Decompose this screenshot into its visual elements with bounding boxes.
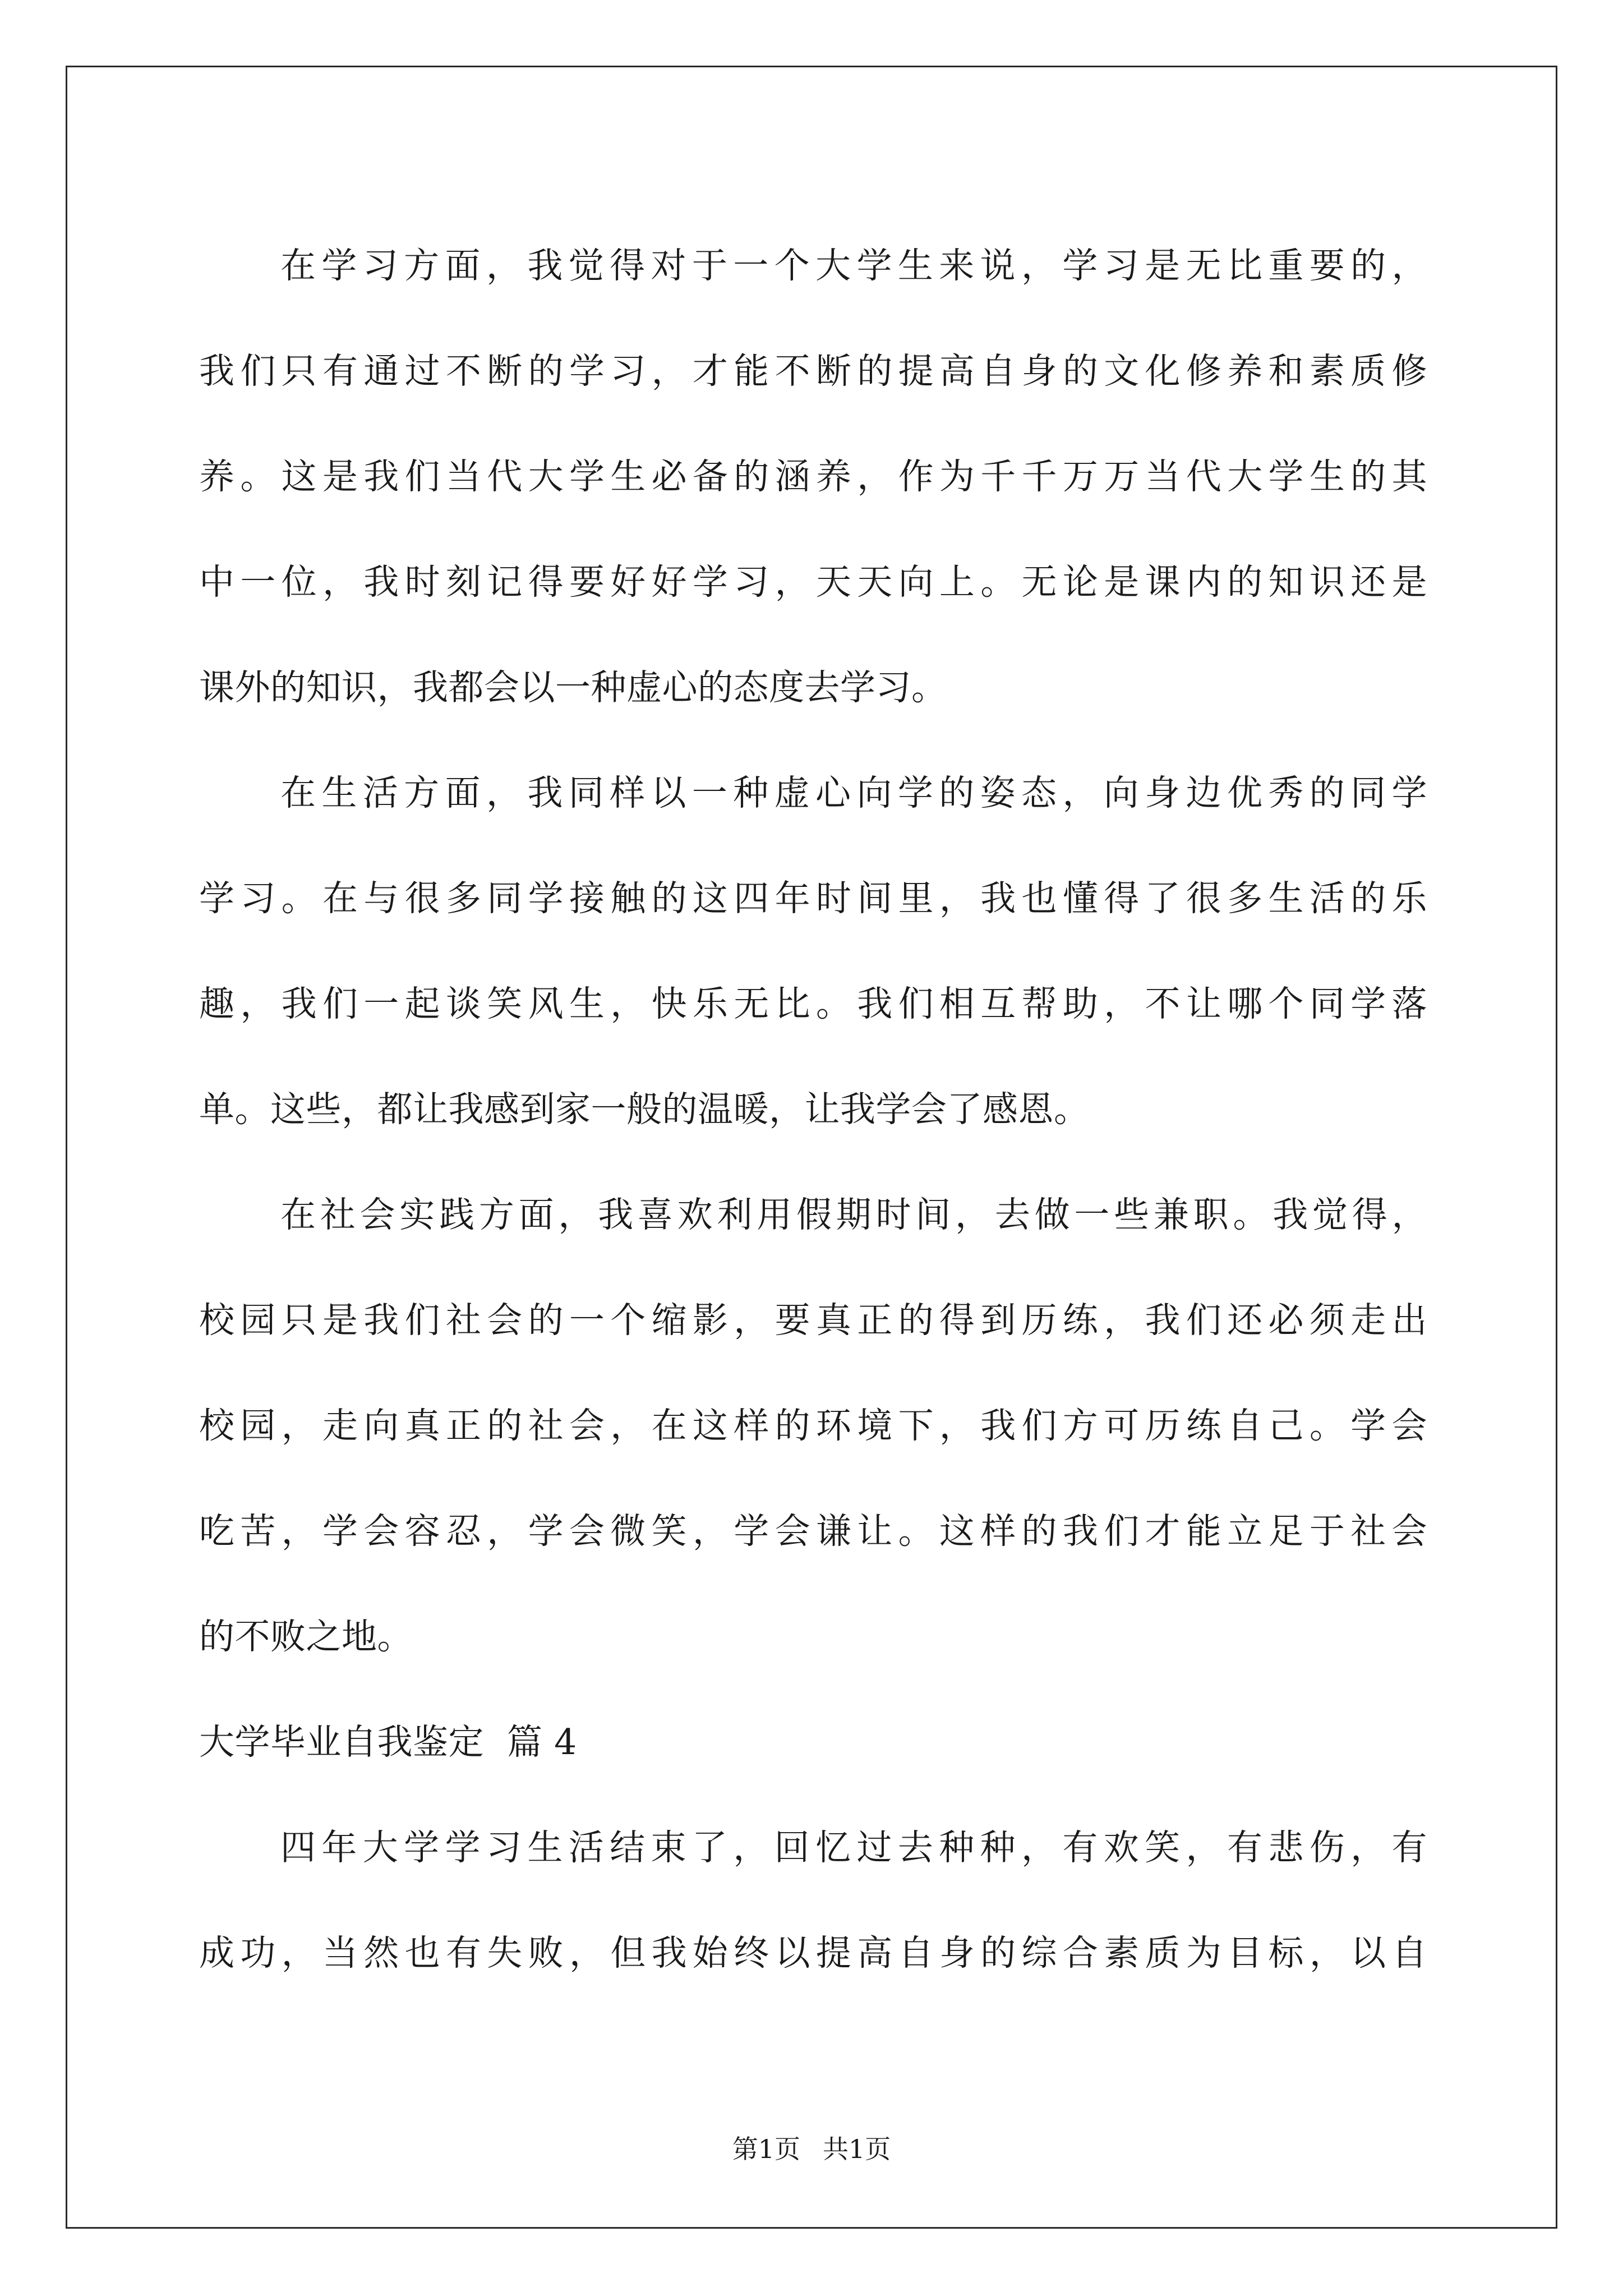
text-line: 成功，当然也有失败，但我始终以提高自身的综合素质为目标，以自 [199,1932,1427,1973]
text-line: 趣，我们一起谈笑风生，快乐无比。我们相互帮助，不让哪个同学落 [199,983,1427,1024]
text-line: 吃苦，学会容忍，学会微笑，学会谦让。这样的我们才能立足于社会 [199,1511,1427,1552]
section-heading: 大学毕业自我鉴定 篇 4 [199,1722,577,1763]
page-number: 第1页 [732,2134,800,2164]
text-line: 校园，走向真正的社会，在这样的环境下，我们方可历练自己。学会 [199,1405,1427,1446]
text-line: 课外的知识，我都会以一种虚心的态度去学习。 [199,667,947,708]
text-line: 学习。在与很多同学接触的这四年时间里，我也懂得了很多生活的乐 [199,878,1427,919]
text-line: 我们只有通过不断的学习，才能不断的提高自身的文化修养和素质修 [199,351,1427,392]
paragraph-life [199,740,1427,1162]
text-line: 养。这是我们当代大学生必备的涵养，作为千千万万当代大学生的其 [199,456,1427,497]
paragraph-study [199,213,1427,740]
text-line: 中一位，我时刻记得要好好学习，天天向上。无论是课内的知识还是 [199,562,1427,602]
document-body [199,213,1427,2006]
page-footer [0,2129,1623,2166]
text-line: 在学习方面，我觉得对于一个大学生来说，学习是无比重要的， [280,245,1427,286]
text-line: 在生活方面，我同样以一种虚心向学的姿态，向身边优秀的同学 [280,772,1427,813]
paragraph-summary [199,1795,1427,2006]
text-line: 的不败之地。 [199,1616,413,1657]
text-line: 单。这些，都让我感到家一般的温暖，让我学会了感恩。 [199,1089,1090,1130]
paragraph-practice [199,1162,1427,1690]
page-total: 共1页 [823,2134,891,2164]
text-line: 校园只是我们社会的一个缩影，要真正的得到历练，我们还必须走出 [199,1300,1427,1341]
text-line: 四年大学学习生活结束了，回忆过去种种，有欢笑，有悲伤，有 [280,1827,1427,1868]
text-line: 在社会实践方面，我喜欢利用假期时间，去做一些兼职。我觉得， [280,1194,1427,1235]
